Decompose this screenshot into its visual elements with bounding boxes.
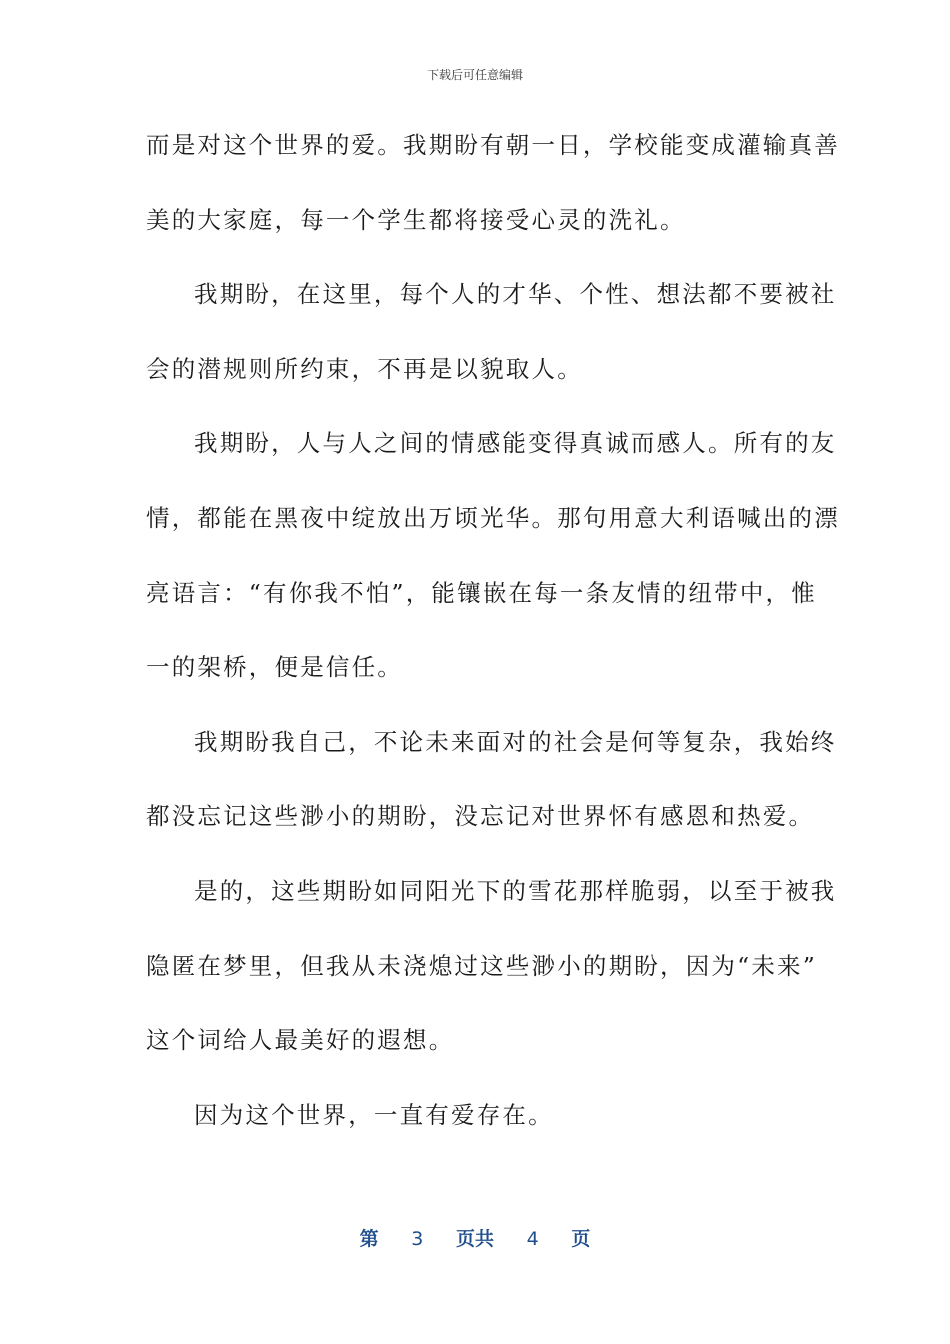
- paragraph-start-line: 是的，这些期盼如同阳光下的雪花那样脆弱，以至于被我: [194, 876, 837, 905]
- footer-prefix: 第: [359, 1228, 379, 1250]
- paragraph-start-line: 我期盼我自己，不论未来面对的社会是何等复杂，我始终: [194, 727, 837, 756]
- text-line: 会的潜规则所约束，不再是以貌取人。: [146, 354, 583, 383]
- text-line: 情，都能在黑夜中绽放出万顷光华。那句用意大利语喊出的漂: [146, 503, 840, 532]
- paragraph-start-line: 我期盼，在这里，每个人的才华、个性、想法都不要被社: [194, 280, 837, 309]
- page-footer: [0, 1224, 950, 1251]
- document-body: [146, 118, 840, 1162]
- text-line: 美的大家庭，每一个学生都将接受心灵的洗礼。: [146, 205, 686, 234]
- paragraph-start-line: 我期盼，人与人之间的情感能变得真诚而感人。所有的友: [194, 429, 837, 458]
- text-line: 而是对这个世界的爱。我期盼有朝一日，学校能变成灌输真善: [146, 131, 840, 159]
- header-note: 下载后可任意编辑: [426, 68, 523, 82]
- footer-middle: 页共: [455, 1228, 494, 1250]
- footer-suffix: 页: [571, 1228, 591, 1250]
- text-line: 一的架桥，便是信任。: [146, 653, 403, 682]
- text-line: 隐匿在梦里，但我从未浇熄过这些渺小的期盼，因为“未来”: [146, 951, 817, 980]
- paragraph-start-line: 因为这个世界，一直有爱存在。: [194, 1100, 554, 1129]
- text-line: 亮语言：“有你我不怕”，能镶嵌在每一条友情的纽带中，惟: [146, 578, 817, 607]
- current-page-number: 3: [411, 1228, 424, 1250]
- text-line: 都没忘记这些渺小的期盼，没忘记对世界怀有感恩和热爱。: [146, 802, 815, 831]
- total-pages-number: 4: [526, 1228, 539, 1250]
- text-line: 这个词给人最美好的遐想。: [146, 1026, 455, 1055]
